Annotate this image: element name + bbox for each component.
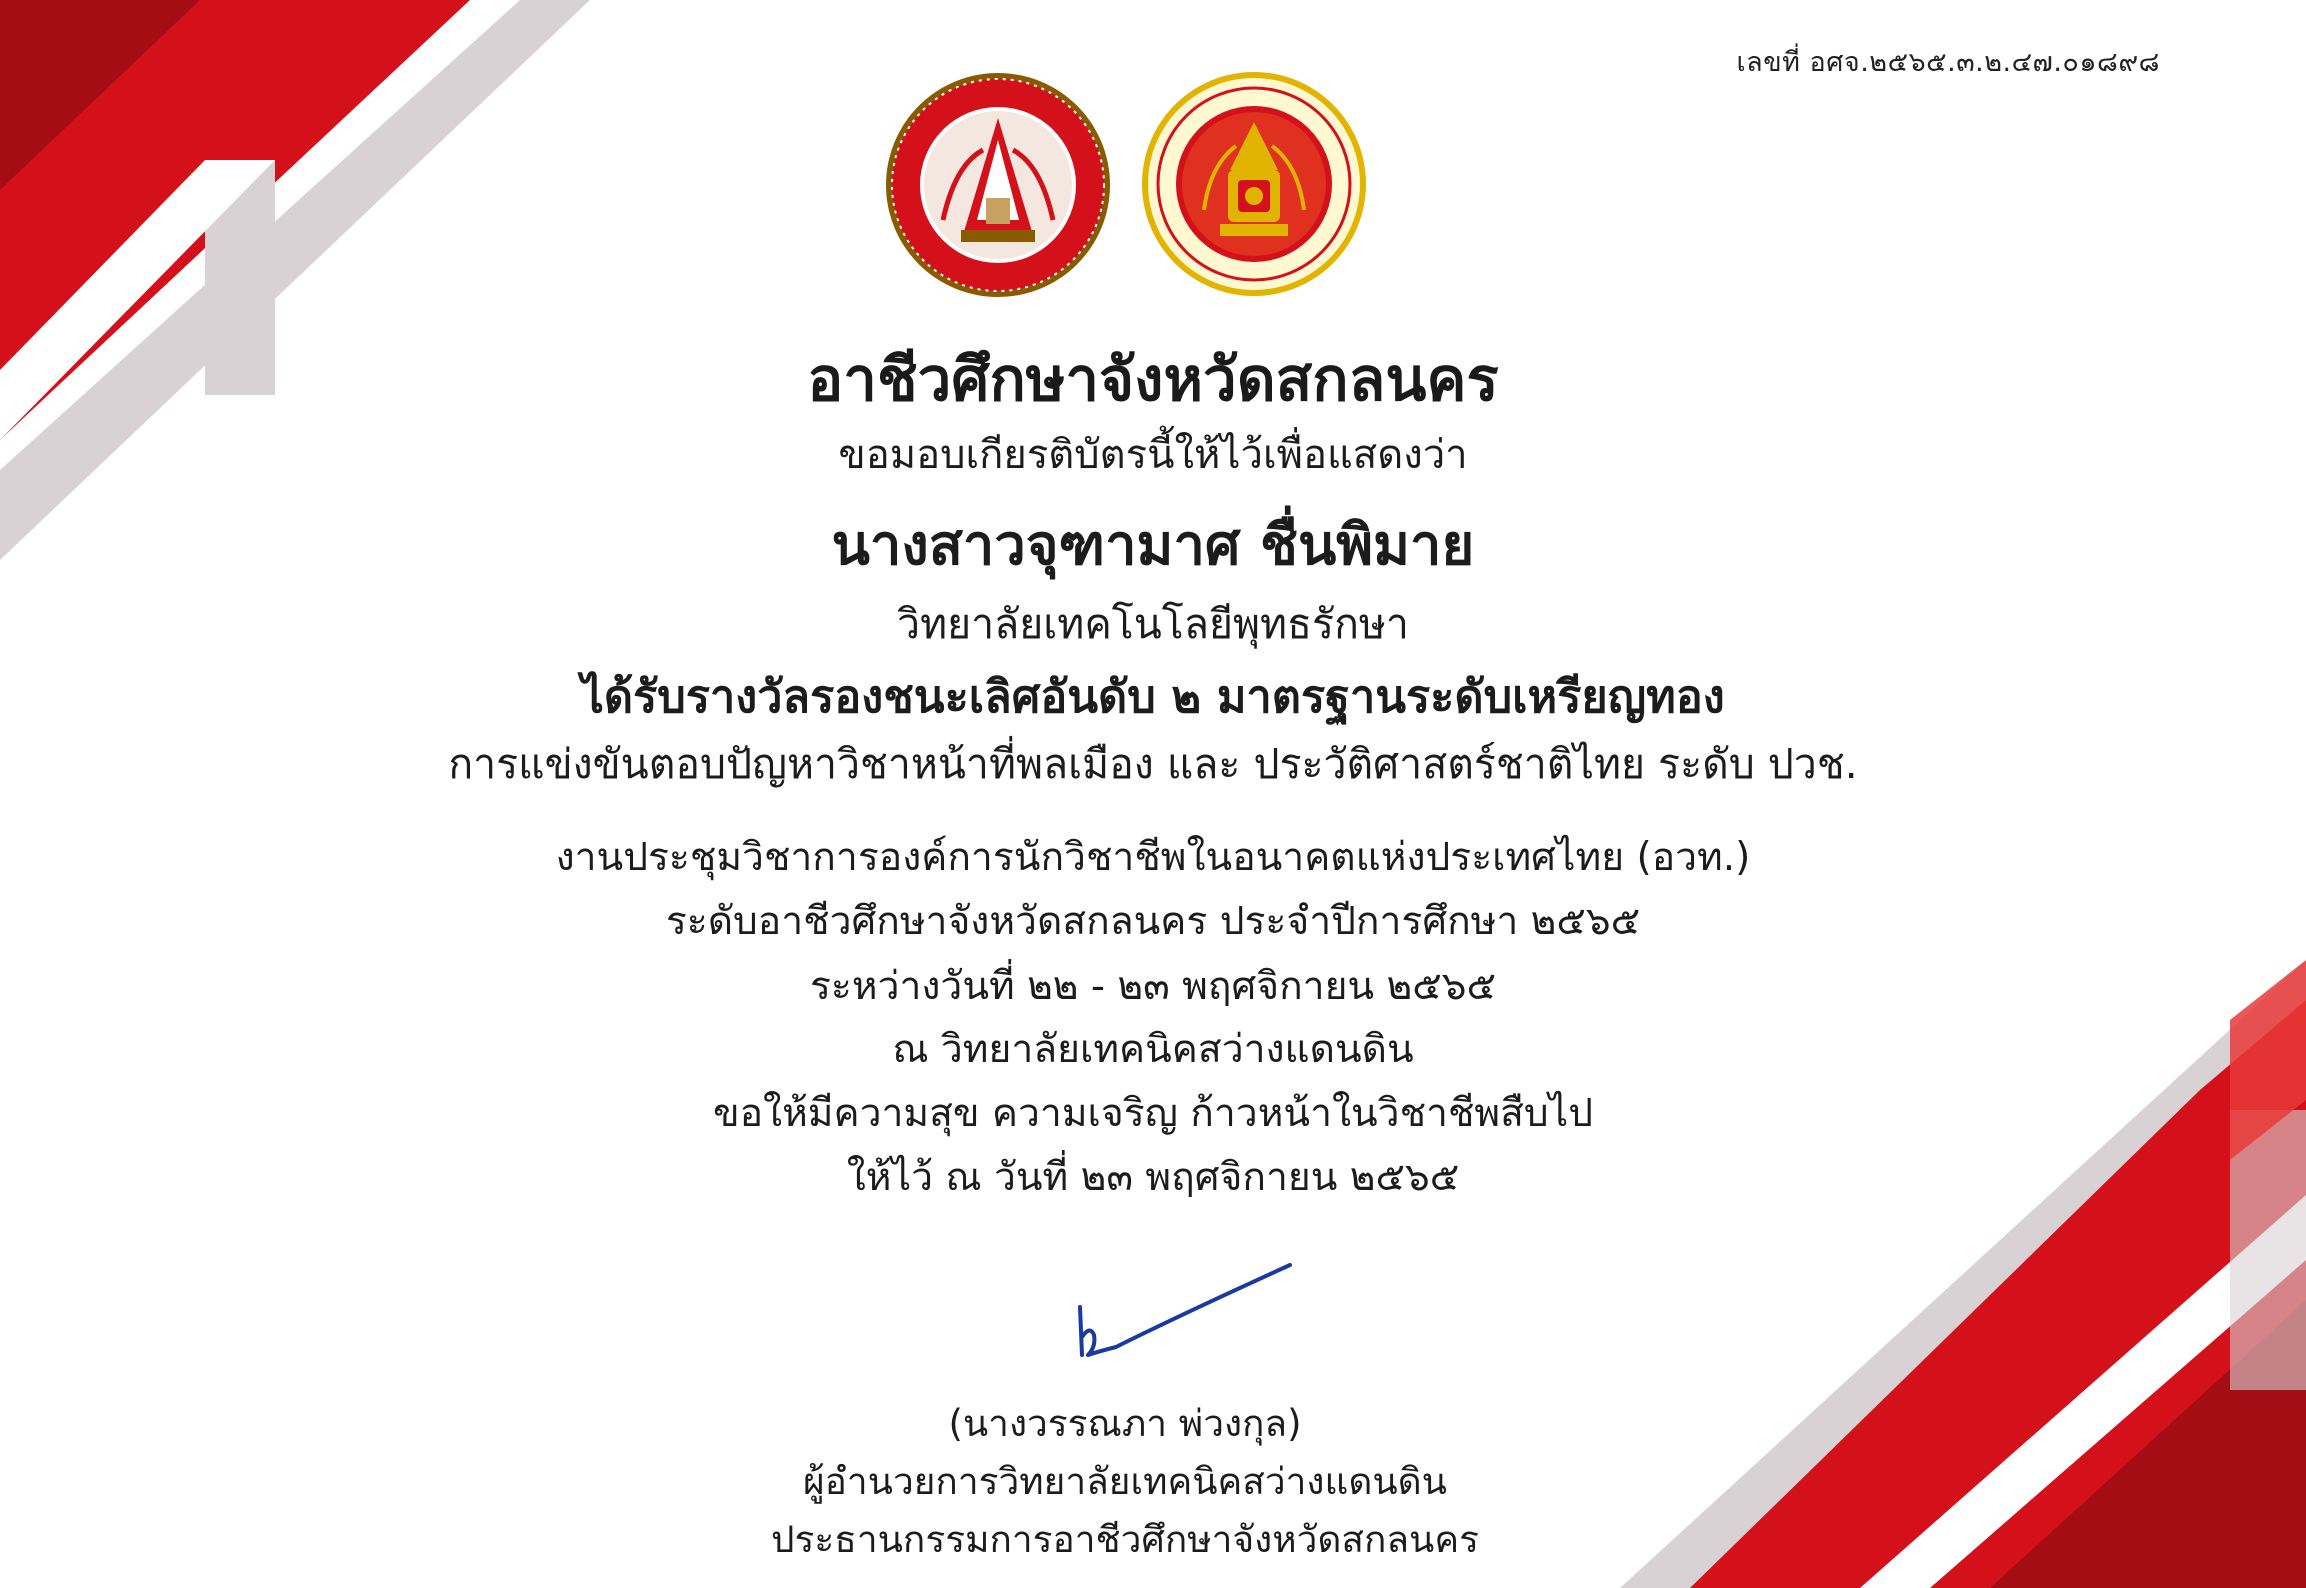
venue-text: ณ วิทยาลัยเทคนิคสว่างแดนดิน bbox=[892, 1027, 1414, 1072]
competition-text: การแข่งขันตอบปัญหาวิชาหน้าที่พลเมือง และ ประวัติศาสตร์ชาติไทย ระดับ ปวช. bbox=[448, 740, 1858, 788]
recipient-institution: วิทยาลัยเทคโนโลยีพุทธรักษา bbox=[897, 600, 1409, 648]
event-text: งานประชุมวิชาการองค์การนักวิชาชีพในอนาคตแห่งประเทศไทย (อวท.) bbox=[555, 835, 1751, 880]
event-dates-text: ระหว่างวันที่ ๒๒ - ๒๓ พฤศจิกายน ๒๕๖๕ bbox=[809, 964, 1496, 1009]
signatory-name: (นางวรรณภา พ่วงกุล) bbox=[948, 1402, 1302, 1445]
vocational-education-seal bbox=[883, 70, 1113, 300]
afterthai-association-seal bbox=[1140, 70, 1368, 298]
award-text: ได้รับรางวัลรองชนะเลิศอันดับ ๒ มาตรฐานระดับเหรียญทอง bbox=[581, 670, 1725, 723]
issuer-title: อาชีวศึกษาจังหวัดสกลนคร bbox=[807, 345, 1499, 415]
document-number: เลขที่ อศจ.๒๕๖๕.๓.๒.๔๗.๐๑๘๙๘ bbox=[1736, 47, 2160, 78]
signatory-position-2: ประธานกรรมการอาชีวศึกษาจังหวัดสกลนคร bbox=[771, 1518, 1479, 1561]
given-date-text: ให้ไว้ ณ วันที่ ๒๓ พฤศจิกายน ๒๕๖๕ bbox=[846, 1155, 1460, 1200]
intro-text: ขอมอบเกียรติบัตรนี้ให้ไว้เพื่อแสดงว่า bbox=[838, 432, 1468, 478]
signatory-position-1: ผู้อำนวยการวิทยาลัยเทคนิคสว่างแดนดิน bbox=[803, 1460, 1447, 1503]
handwritten-signature bbox=[1060, 1255, 1310, 1385]
recipient-name: นางสาวจุฑามาศ ชื่นพิมาย bbox=[831, 513, 1475, 578]
blessing-text: ขอให้มีความสุข ความเจริญ ก้าวหน้าในวิชาชีพสืบไป bbox=[712, 1091, 1594, 1136]
event-level-text: ระดับอาชีวศึกษาจังหวัดสกลนคร ประจำปีการศึกษา ๒๕๖๕ bbox=[665, 899, 1641, 944]
